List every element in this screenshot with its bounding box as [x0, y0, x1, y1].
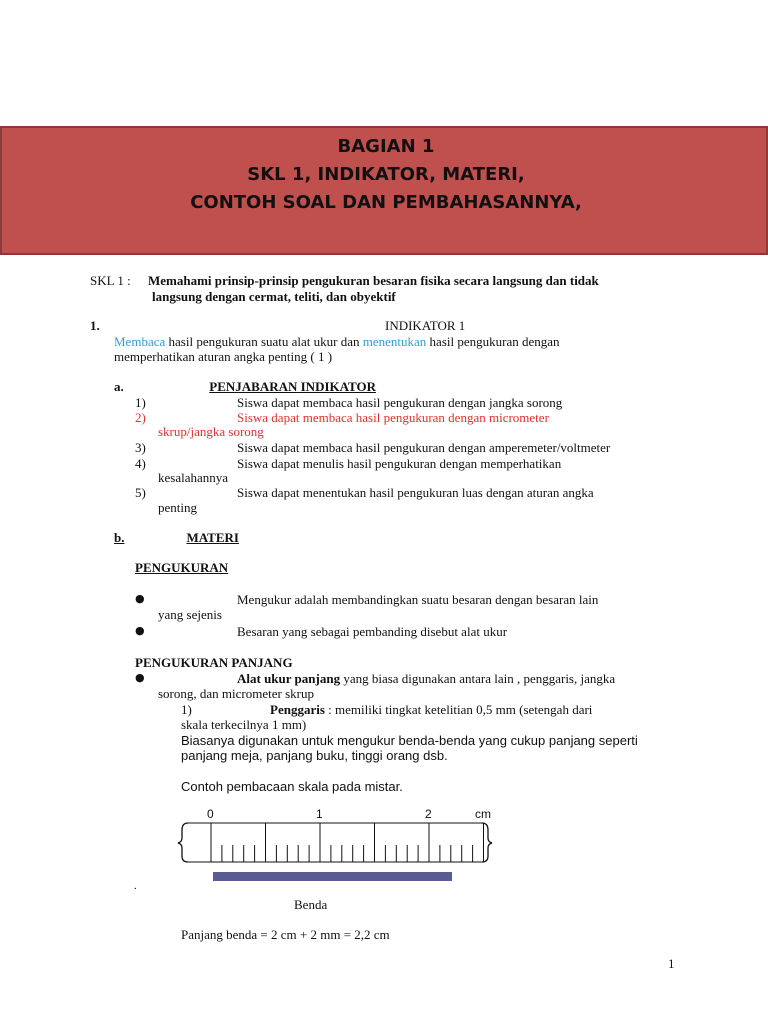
list-item-num: 5) — [135, 485, 146, 500]
ruler-diagram — [170, 800, 510, 890]
banner-title: BAGIAN 1 — [337, 136, 435, 157]
list-item-text: Siswa dapat menulis hasil pengukuran dengan memperhatikan — [237, 456, 562, 471]
ruler-label-0: 0 — [207, 807, 214, 821]
list-item-text: Siswa dapat menentukan hasil pengukuran luas dengan aturan angka — [237, 485, 594, 500]
banner-subtitle-2: CONTOH SOAL DAN PEMBAHASANNYA, — [190, 192, 582, 213]
subheading-pengukuran: PENGUKURAN — [135, 560, 229, 575]
bullet-dot: ● — [135, 592, 145, 605]
ruler-left-brace — [178, 823, 188, 862]
list-item-continuation: kesalahannya — [158, 470, 229, 485]
skl-text-line2: langsung dengan cermat, teliti, dan obyektif — [152, 289, 396, 304]
bullet-text: Besaran yang sebagai pembanding disebut alat ukur — [237, 624, 508, 639]
result-text: Panjang benda = 2 cm + 2 mm = 2,2 cm — [181, 927, 390, 942]
list-item-num: 4) — [135, 456, 146, 471]
list-item-continuation: penting — [158, 500, 197, 515]
alat-ukur-line2: sorong, dan micrometer skrup — [158, 686, 314, 701]
ruler-label-1: 1 — [316, 807, 323, 821]
section-banner — [0, 126, 768, 255]
bullet-text-continuation: yang sejenis — [158, 607, 222, 622]
penjabaran-letter: a. — [114, 379, 124, 394]
keyword-menentukan: menentukan — [362, 334, 427, 349]
penggaris-line2: skala terkecilnya 1 mm) — [181, 717, 307, 732]
ruler-label-cm: cm — [475, 807, 491, 821]
penggaris-num: 1) — [181, 702, 192, 717]
alat-ukur-line: Alat ukur panjang yang biasa digunakan antara lain , penggaris, jangka — [237, 671, 616, 686]
bullet-text: Mengukur adalah membandingkan suatu besaran dengan besaran lain — [237, 592, 599, 607]
penggaris-line: Penggaris : memiliki tingkat ketelitian 0,5 mm (setengah dari — [270, 702, 593, 717]
materi-letter: b. — [114, 530, 125, 545]
list-item-text: Siswa dapat membaca hasil pengukuran dengan micrometer — [237, 410, 549, 425]
list-item-text: Siswa dapat membaca hasil pengukuran dengan jangka sorong — [237, 395, 563, 410]
contoh-caption: Contoh pembacaan skala pada mistar. — [181, 779, 403, 794]
bullet-dot: ● — [135, 671, 145, 684]
benda-label: Benda — [294, 897, 328, 912]
penjabaran-heading: PENJABARAN INDIKATOR — [209, 379, 376, 394]
indikator-line2: memperhatikan aturan angka penting ( 1 ) — [114, 349, 333, 364]
bullet-dot: ● — [135, 624, 145, 637]
penggaris-usage-line1: Biasanya digunakan untuk mengukur benda-benda yang cukup panjang seperti — [181, 733, 638, 748]
list-item-num: 2) — [135, 410, 146, 425]
ruler-ticks — [211, 823, 484, 862]
subheading-pengukuran-panjang: PENGUKURAN PANJANG — [135, 655, 293, 670]
benda-bar — [213, 872, 452, 881]
list-item-continuation: skrup/jangka sorong — [158, 424, 264, 439]
list-item-num: 1) — [135, 395, 146, 410]
indikator-title: INDIKATOR 1 — [385, 318, 466, 333]
page-number: 1 — [668, 956, 675, 971]
materi-heading: MATERI — [186, 530, 239, 545]
ruler-label-2: 2 — [425, 807, 432, 821]
materi-heading-line — [114, 530, 246, 546]
list-item-num: 3) — [135, 440, 146, 455]
skl-label: SKL 1 : — [90, 273, 131, 288]
list-item-text: Siswa dapat membaca hasil pengukuran dengan amperemeter/voltmeter — [237, 440, 611, 455]
banner-subtitle: SKL 1, INDIKATOR, MATERI, — [247, 164, 525, 185]
keyword-membaca: Membaca — [114, 334, 166, 349]
stray-dot: . — [134, 880, 137, 892]
indikator-line1: Membaca hasil pengukuran suatu alat ukur dan menentukan hasil pengukuran dengan — [114, 334, 560, 349]
indikator-number: 1. — [90, 318, 100, 333]
skl-text-line1: Memahami prinsip-prinsip pengukuran besaran fisika secara langsung dan tidak — [148, 273, 599, 288]
penggaris-usage-line2: panjang meja, panjang buku, tinggi orang dsb. — [181, 748, 448, 763]
